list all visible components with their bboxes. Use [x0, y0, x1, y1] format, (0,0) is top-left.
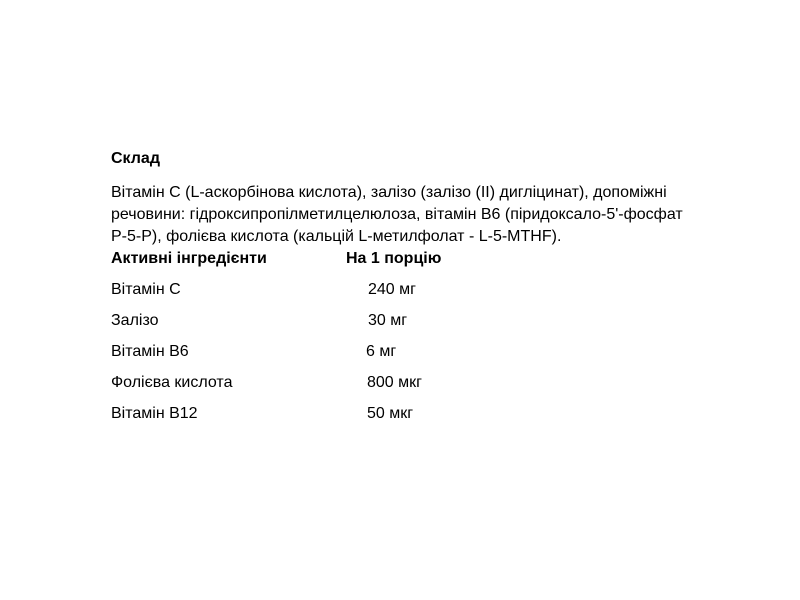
ingredient-name: Вітамін В6 [111, 343, 189, 360]
table-row [111, 341, 711, 372]
ingredient-amount: 240 мг [368, 281, 416, 298]
table-row [111, 403, 711, 434]
ingredient-name: Залізо [111, 312, 159, 329]
ingredient-amount: 30 мг [368, 312, 408, 329]
ingredient-amount: 50 мкг [367, 405, 414, 422]
document [111, 148, 711, 434]
table-row [111, 279, 711, 310]
table-row [111, 372, 711, 403]
composition-text: Вітамін С (L-аскорбінова кислота), залізо (залізо (II) дигліцинат), допоміжні речовини: гідроксипропілметилцелюлоза, вітамін В6 (піридоксало-5'-фосфат Р-5-Р), фолієва кислота (кальцій L-метилфолат - L-5-MTHF). [111, 184, 683, 245]
ingredient-name: Вітамін С [111, 281, 181, 298]
ingredient-name: Фолієва кислота [111, 374, 233, 391]
header-ingredients: Активні інгредієнти [111, 250, 267, 267]
ingredient-name: Вітамін В12 [111, 405, 198, 422]
section-heading: Склад [111, 150, 160, 167]
table-row [111, 310, 711, 341]
ingredient-amount: 6 мг [366, 343, 397, 360]
ingredient-amount: 800 мкг [367, 374, 422, 391]
table-header-row [111, 248, 711, 279]
ingredients-table [111, 248, 711, 434]
header-per-serving: На 1 порцію [346, 250, 442, 267]
